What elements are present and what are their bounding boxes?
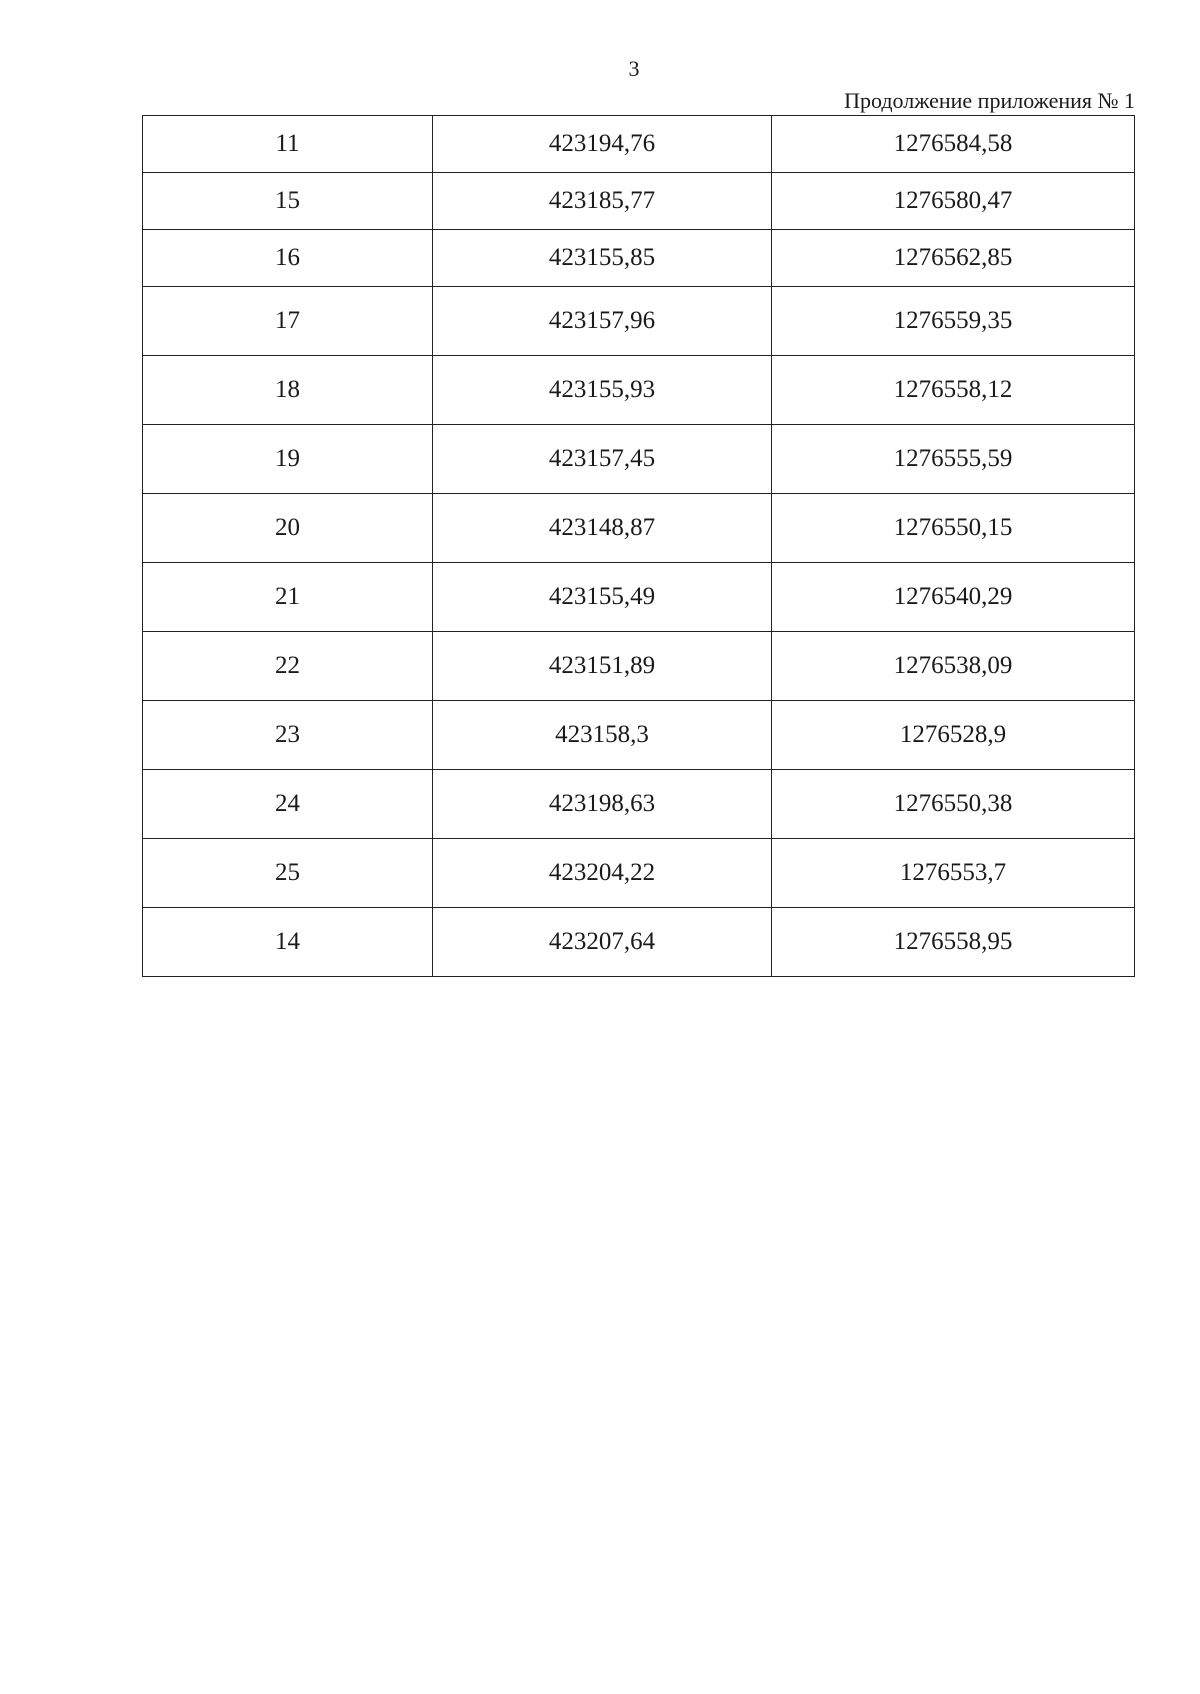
point-number-cell: 21 — [143, 563, 433, 632]
x-coordinate-cell: 423148,87 — [433, 494, 772, 563]
table-row — [143, 563, 1135, 632]
table-row — [143, 173, 1135, 230]
y-coordinate-cell: 1276559,35 — [772, 287, 1135, 356]
point-number-cell: 23 — [143, 701, 433, 770]
y-coordinate-cell: 1276538,09 — [772, 632, 1135, 701]
y-coordinate-cell: 1276580,47 — [772, 173, 1135, 230]
table-row — [143, 632, 1135, 701]
point-number-cell: 14 — [143, 908, 433, 977]
page-number: 3 — [628, 56, 640, 81]
table-row — [143, 230, 1135, 287]
y-coordinate-cell: 1276558,12 — [772, 356, 1135, 425]
point-number-cell: 16 — [143, 230, 433, 287]
x-coordinate-cell: 423185,77 — [433, 173, 772, 230]
table-row — [143, 908, 1135, 977]
point-number-cell: 15 — [143, 173, 433, 230]
y-coordinate-cell: 1276553,7 — [772, 839, 1135, 908]
y-coordinate-cell: 1276540,29 — [772, 563, 1135, 632]
x-coordinate-cell: 423157,96 — [433, 287, 772, 356]
y-coordinate-cell: 1276558,95 — [772, 908, 1135, 977]
point-number-cell: 17 — [143, 287, 433, 356]
point-number-cell: 22 — [143, 632, 433, 701]
point-number-cell: 20 — [143, 494, 433, 563]
y-coordinate-cell: 1276562,85 — [772, 230, 1135, 287]
table-row — [143, 494, 1135, 563]
table-row — [143, 356, 1135, 425]
x-coordinate-cell: 423194,76 — [433, 116, 772, 173]
y-coordinate-cell: 1276550,38 — [772, 770, 1135, 839]
x-coordinate-cell: 423155,85 — [433, 230, 772, 287]
y-coordinate-cell: 1276555,59 — [772, 425, 1135, 494]
table-row — [143, 287, 1135, 356]
appendix-continuation-label: Продолжение приложения № 1 — [844, 88, 1135, 113]
y-coordinate-cell: 1276584,58 — [772, 116, 1135, 173]
y-coordinate-cell: 1276528,9 — [772, 701, 1135, 770]
x-coordinate-cell: 423198,63 — [433, 770, 772, 839]
coordinates-table — [142, 115, 1135, 977]
x-coordinate-cell: 423207,64 — [433, 908, 772, 977]
x-coordinate-cell: 423157,45 — [433, 425, 772, 494]
point-number-cell: 19 — [143, 425, 433, 494]
x-coordinate-cell: 423155,93 — [433, 356, 772, 425]
table-row — [143, 770, 1135, 839]
x-coordinate-cell: 423151,89 — [433, 632, 772, 701]
point-number-cell: 25 — [143, 839, 433, 908]
y-coordinate-cell: 1276550,15 — [772, 494, 1135, 563]
table-row — [143, 839, 1135, 908]
table-row — [143, 701, 1135, 770]
table-row — [143, 116, 1135, 173]
table-row — [143, 425, 1135, 494]
x-coordinate-cell: 423155,49 — [433, 563, 772, 632]
x-coordinate-cell: 423204,22 — [433, 839, 772, 908]
point-number-cell: 11 — [143, 116, 433, 173]
point-number-cell: 18 — [143, 356, 433, 425]
point-number-cell: 24 — [143, 770, 433, 839]
x-coordinate-cell: 423158,3 — [433, 701, 772, 770]
